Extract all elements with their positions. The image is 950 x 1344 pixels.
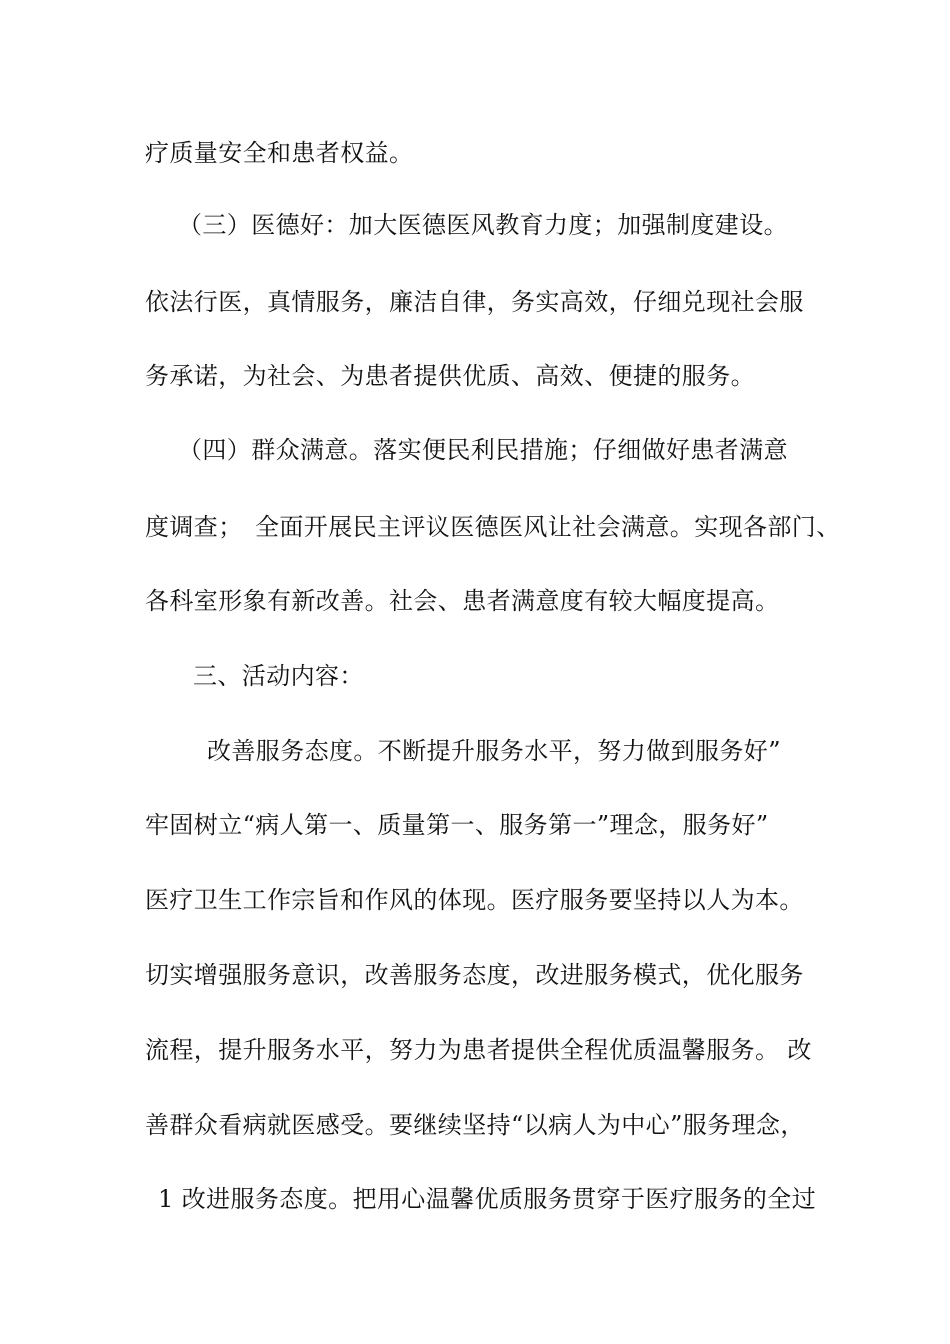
text-line-12: 切实增强服务意识，改善服务态度，改进服务模式，优化服务 bbox=[145, 961, 804, 989]
text-line-15: 1 改进服务态度。把用心温馨优质服务贯穿于医疗服务的全过 bbox=[158, 1185, 817, 1213]
text-line-3: 依法行医，真情服务，廉洁自律，务实高效，仔细兑现社会服 bbox=[145, 288, 804, 316]
text-line-10: 牢固树立“病人第一、质量第一、服务第一”理念，服务好” bbox=[145, 811, 769, 839]
text-line-6: 度调查； 全面开展民主评议医德医风让社会满意。实现各部门、 bbox=[145, 513, 841, 541]
text-line-1: 疗质量安全和患者权益。 bbox=[145, 139, 414, 167]
section-heading: 三、活动内容： bbox=[193, 662, 364, 690]
text-line-13: 流程，提升服务水平，努力为患者提供全程优质温馨服务。 改 bbox=[145, 1036, 812, 1064]
text-line-9: 改善服务态度。不断提升服务水平，努力做到服务好” bbox=[207, 737, 781, 765]
text-line-7: 各科室形象有新改善。社会、患者满意度有较大幅度提高。 bbox=[145, 587, 780, 615]
text-line-14: 善群众看病就医感受。要继续坚持“以病人为中心”服务理念， bbox=[145, 1111, 805, 1139]
text-line-11: 医疗卫生工作宗旨和作风的体现。医疗服务要坚持以人为本。 bbox=[145, 886, 804, 914]
text-line-5: （四）群众满意。落实便民利民措施；仔细做好患者满意 bbox=[178, 436, 788, 464]
text-line-2: （三）医德好：加大医德医风教育力度；加强制度建设。 bbox=[178, 211, 788, 239]
text-line-4: 务承诺，为社会、为患者提供优质、高效、便捷的服务。 bbox=[145, 362, 755, 390]
